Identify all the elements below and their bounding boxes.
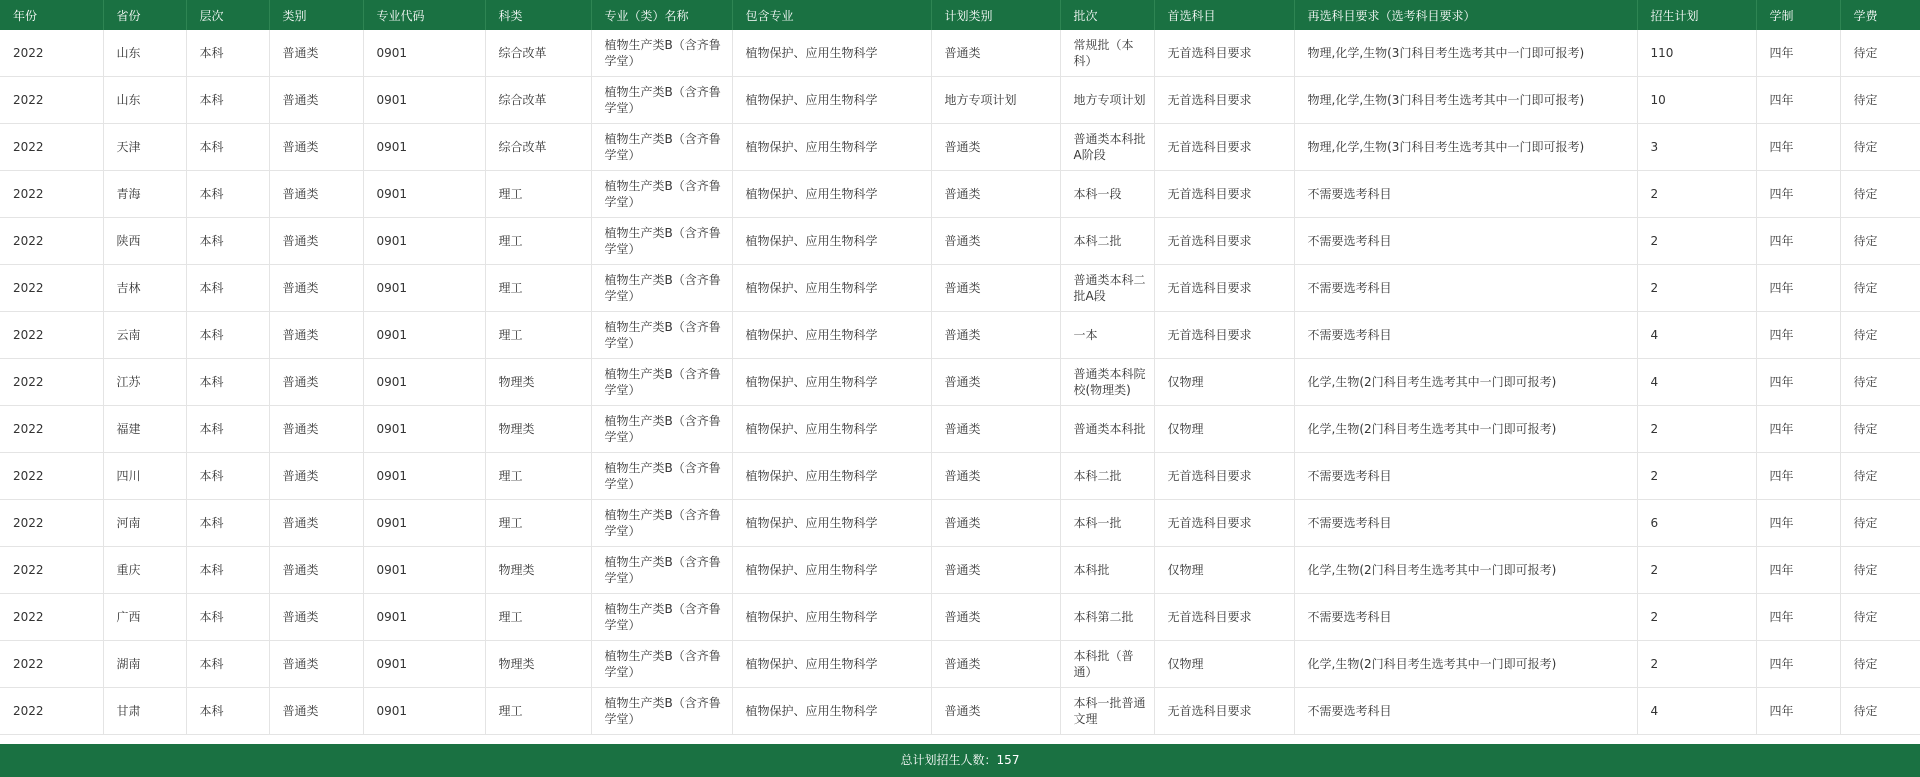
cell-plan-type: 普通类	[931, 688, 1060, 735]
cell-plan-type: 普通类	[931, 547, 1060, 594]
cell-category: 普通类	[269, 453, 363, 500]
table-row	[0, 218, 1920, 265]
cell-major-code: 0901	[363, 218, 485, 265]
cell-year: 2022	[0, 218, 103, 265]
cell-category: 普通类	[269, 124, 363, 171]
cell-enrollment-plan: 4	[1637, 359, 1756, 406]
cell-enrollment-plan: 4	[1637, 688, 1756, 735]
cell-level: 本科	[186, 594, 269, 641]
column-header-enrollment-plan: 招生计划	[1637, 0, 1756, 30]
cell-category: 普通类	[269, 218, 363, 265]
cell-subject-type: 综合改革	[485, 124, 591, 171]
table-row	[0, 124, 1920, 171]
cell-duration: 四年	[1756, 124, 1840, 171]
column-header-tuition: 学费	[1840, 0, 1920, 30]
cell-major-name: 植物生产类B（含齐鲁学堂）	[591, 312, 732, 359]
column-header-plan-type: 计划类别	[931, 0, 1060, 30]
cell-tuition: 待定	[1840, 77, 1920, 124]
cell-second-subject-req: 不需要选考科目	[1294, 171, 1637, 218]
cell-enrollment-plan: 10	[1637, 77, 1756, 124]
cell-year: 2022	[0, 594, 103, 641]
cell-subject-type: 理工	[485, 312, 591, 359]
cell-subject-type: 理工	[485, 594, 591, 641]
cell-major-name: 植物生产类B（含齐鲁学堂）	[591, 171, 732, 218]
cell-tuition: 待定	[1840, 30, 1920, 77]
cell-category: 普通类	[269, 688, 363, 735]
cell-plan-type: 普通类	[931, 124, 1060, 171]
cell-included-majors: 植物保护、应用生物科学	[732, 171, 931, 218]
cell-subject-type: 物理类	[485, 406, 591, 453]
cell-tuition: 待定	[1840, 500, 1920, 547]
cell-category: 普通类	[269, 265, 363, 312]
cell-duration: 四年	[1756, 77, 1840, 124]
table-row	[0, 30, 1920, 77]
cell-major-name: 植物生产类B（含齐鲁学堂）	[591, 30, 732, 77]
cell-province: 吉林	[103, 265, 186, 312]
cell-major-code: 0901	[363, 30, 485, 77]
cell-category: 普通类	[269, 547, 363, 594]
cell-major-name: 植物生产类B（含齐鲁学堂）	[591, 453, 732, 500]
cell-included-majors: 植物保护、应用生物科学	[732, 688, 931, 735]
cell-first-subject: 无首选科目要求	[1154, 218, 1294, 265]
cell-second-subject-req: 不需要选考科目	[1294, 594, 1637, 641]
cell-first-subject: 无首选科目要求	[1154, 453, 1294, 500]
cell-second-subject-req: 物理,化学,生物(3门科目考生选考其中一门即可报考)	[1294, 77, 1637, 124]
cell-level: 本科	[186, 218, 269, 265]
cell-subject-type: 理工	[485, 500, 591, 547]
cell-tuition: 待定	[1840, 218, 1920, 265]
cell-tuition: 待定	[1840, 641, 1920, 688]
cell-province: 山东	[103, 77, 186, 124]
column-header-major-code: 专业代码	[363, 0, 485, 30]
cell-enrollment-plan: 6	[1637, 500, 1756, 547]
cell-plan-type: 普通类	[931, 30, 1060, 77]
cell-tuition: 待定	[1840, 359, 1920, 406]
cell-duration: 四年	[1756, 547, 1840, 594]
cell-major-code: 0901	[363, 265, 485, 312]
column-header-second-subject-req: 再选科目要求（选考科目要求）	[1294, 0, 1637, 30]
cell-plan-type: 普通类	[931, 171, 1060, 218]
cell-subject-type: 综合改革	[485, 77, 591, 124]
cell-included-majors: 植物保护、应用生物科学	[732, 406, 931, 453]
cell-major-code: 0901	[363, 312, 485, 359]
cell-province: 陕西	[103, 218, 186, 265]
cell-enrollment-plan: 110	[1637, 30, 1756, 77]
cell-subject-type: 物理类	[485, 359, 591, 406]
cell-year: 2022	[0, 30, 103, 77]
cell-batch: 普通类本科二批A段	[1060, 265, 1154, 312]
cell-level: 本科	[186, 124, 269, 171]
cell-province: 广西	[103, 594, 186, 641]
column-header-major-name: 专业（类）名称	[591, 0, 732, 30]
cell-tuition: 待定	[1840, 312, 1920, 359]
cell-category: 普通类	[269, 500, 363, 547]
table-row	[0, 594, 1920, 641]
cell-year: 2022	[0, 453, 103, 500]
cell-tuition: 待定	[1840, 171, 1920, 218]
cell-level: 本科	[186, 312, 269, 359]
cell-duration: 四年	[1756, 594, 1840, 641]
cell-batch: 本科二批	[1060, 453, 1154, 500]
cell-major-name: 植物生产类B（含齐鲁学堂）	[591, 124, 732, 171]
cell-province: 天津	[103, 124, 186, 171]
cell-year: 2022	[0, 171, 103, 218]
cell-major-name: 植物生产类B（含齐鲁学堂）	[591, 547, 732, 594]
cell-first-subject: 无首选科目要求	[1154, 265, 1294, 312]
cell-plan-type: 普通类	[931, 312, 1060, 359]
cell-province: 四川	[103, 453, 186, 500]
cell-province: 甘肃	[103, 688, 186, 735]
total-plan-footer	[0, 744, 1920, 777]
cell-included-majors: 植物保护、应用生物科学	[732, 359, 931, 406]
cell-tuition: 待定	[1840, 265, 1920, 312]
cell-major-code: 0901	[363, 500, 485, 547]
cell-enrollment-plan: 2	[1637, 171, 1756, 218]
table-body	[0, 30, 1920, 735]
column-header-subject-type: 科类	[485, 0, 591, 30]
cell-included-majors: 植物保护、应用生物科学	[732, 641, 931, 688]
cell-year: 2022	[0, 77, 103, 124]
cell-tuition: 待定	[1840, 547, 1920, 594]
table-row	[0, 359, 1920, 406]
column-header-year: 年份	[0, 0, 103, 30]
cell-category: 普通类	[269, 406, 363, 453]
cell-province: 重庆	[103, 547, 186, 594]
cell-batch: 本科一批普通文理	[1060, 688, 1154, 735]
cell-duration: 四年	[1756, 265, 1840, 312]
cell-major-name: 植物生产类B（含齐鲁学堂）	[591, 218, 732, 265]
table-row	[0, 171, 1920, 218]
cell-year: 2022	[0, 547, 103, 594]
cell-batch: 本科二批	[1060, 218, 1154, 265]
cell-major-name: 植物生产类B（含齐鲁学堂）	[591, 688, 732, 735]
cell-batch: 地方专项计划	[1060, 77, 1154, 124]
cell-enrollment-plan: 2	[1637, 453, 1756, 500]
cell-major-name: 植物生产类B（含齐鲁学堂）	[591, 406, 732, 453]
column-header-province: 省份	[103, 0, 186, 30]
table-row	[0, 406, 1920, 453]
cell-level: 本科	[186, 265, 269, 312]
cell-enrollment-plan: 2	[1637, 218, 1756, 265]
cell-major-code: 0901	[363, 641, 485, 688]
cell-duration: 四年	[1756, 312, 1840, 359]
cell-category: 普通类	[269, 359, 363, 406]
cell-batch: 本科批（普通）	[1060, 641, 1154, 688]
cell-year: 2022	[0, 265, 103, 312]
cell-tuition: 待定	[1840, 594, 1920, 641]
cell-duration: 四年	[1756, 453, 1840, 500]
cell-included-majors: 植物保护、应用生物科学	[732, 77, 931, 124]
cell-subject-type: 物理类	[485, 547, 591, 594]
cell-tuition: 待定	[1840, 688, 1920, 735]
cell-subject-type: 综合改革	[485, 30, 591, 77]
cell-province: 江苏	[103, 359, 186, 406]
cell-second-subject-req: 不需要选考科目	[1294, 312, 1637, 359]
cell-subject-type: 理工	[485, 218, 591, 265]
cell-year: 2022	[0, 406, 103, 453]
column-header-first-subject: 首选科目	[1154, 0, 1294, 30]
table-row	[0, 265, 1920, 312]
cell-first-subject: 无首选科目要求	[1154, 312, 1294, 359]
cell-second-subject-req: 不需要选考科目	[1294, 688, 1637, 735]
cell-duration: 四年	[1756, 171, 1840, 218]
cell-province: 湖南	[103, 641, 186, 688]
cell-first-subject: 无首选科目要求	[1154, 124, 1294, 171]
cell-enrollment-plan: 2	[1637, 641, 1756, 688]
cell-plan-type: 普通类	[931, 359, 1060, 406]
cell-first-subject: 仅物理	[1154, 406, 1294, 453]
cell-second-subject-req: 化学,生物(2门科目考生选考其中一门即可报考)	[1294, 406, 1637, 453]
cell-second-subject-req: 不需要选考科目	[1294, 453, 1637, 500]
table-row	[0, 500, 1920, 547]
cell-first-subject: 仅物理	[1154, 359, 1294, 406]
cell-plan-type: 普通类	[931, 218, 1060, 265]
cell-tuition: 待定	[1840, 406, 1920, 453]
cell-category: 普通类	[269, 594, 363, 641]
cell-province: 河南	[103, 500, 186, 547]
cell-province: 山东	[103, 30, 186, 77]
table-row	[0, 77, 1920, 124]
cell-batch: 普通类本科院校(物理类)	[1060, 359, 1154, 406]
cell-level: 本科	[186, 453, 269, 500]
cell-level: 本科	[186, 171, 269, 218]
cell-batch: 普通类本科批A阶段	[1060, 124, 1154, 171]
cell-second-subject-req: 化学,生物(2门科目考生选考其中一门即可报考)	[1294, 547, 1637, 594]
cell-major-name: 植物生产类B（含齐鲁学堂）	[591, 359, 732, 406]
cell-first-subject: 仅物理	[1154, 547, 1294, 594]
cell-subject-type: 理工	[485, 171, 591, 218]
cell-category: 普通类	[269, 77, 363, 124]
cell-duration: 四年	[1756, 359, 1840, 406]
cell-year: 2022	[0, 641, 103, 688]
cell-duration: 四年	[1756, 500, 1840, 547]
cell-first-subject: 无首选科目要求	[1154, 30, 1294, 77]
cell-first-subject: 无首选科目要求	[1154, 500, 1294, 547]
cell-major-name: 植物生产类B（含齐鲁学堂）	[591, 594, 732, 641]
cell-first-subject: 无首选科目要求	[1154, 77, 1294, 124]
cell-year: 2022	[0, 359, 103, 406]
column-header-duration: 学制	[1756, 0, 1840, 30]
column-header-category: 类别	[269, 0, 363, 30]
cell-second-subject-req: 不需要选考科目	[1294, 500, 1637, 547]
cell-province: 福建	[103, 406, 186, 453]
cell-plan-type: 地方专项计划	[931, 77, 1060, 124]
cell-province: 云南	[103, 312, 186, 359]
cell-level: 本科	[186, 547, 269, 594]
cell-batch: 本科一批	[1060, 500, 1154, 547]
cell-duration: 四年	[1756, 641, 1840, 688]
cell-second-subject-req: 化学,生物(2门科目考生选考其中一门即可报考)	[1294, 359, 1637, 406]
cell-tuition: 待定	[1840, 453, 1920, 500]
cell-major-code: 0901	[363, 77, 485, 124]
table-row	[0, 453, 1920, 500]
cell-level: 本科	[186, 30, 269, 77]
cell-batch: 本科批	[1060, 547, 1154, 594]
total-plan-label: 总计划招生人数：157	[900, 753, 1020, 767]
cell-included-majors: 植物保护、应用生物科学	[732, 312, 931, 359]
cell-second-subject-req: 化学,生物(2门科目考生选考其中一门即可报考)	[1294, 641, 1637, 688]
cell-duration: 四年	[1756, 688, 1840, 735]
table-header-row	[0, 0, 1920, 30]
cell-enrollment-plan: 2	[1637, 547, 1756, 594]
cell-batch: 普通类本科批	[1060, 406, 1154, 453]
cell-duration: 四年	[1756, 406, 1840, 453]
cell-subject-type: 理工	[485, 688, 591, 735]
cell-tuition: 待定	[1840, 124, 1920, 171]
cell-major-code: 0901	[363, 453, 485, 500]
cell-second-subject-req: 物理,化学,生物(3门科目考生选考其中一门即可报考)	[1294, 124, 1637, 171]
cell-category: 普通类	[269, 312, 363, 359]
cell-plan-type: 普通类	[931, 453, 1060, 500]
cell-enrollment-plan: 3	[1637, 124, 1756, 171]
cell-subject-type: 物理类	[485, 641, 591, 688]
cell-plan-type: 普通类	[931, 641, 1060, 688]
cell-batch: 本科第二批	[1060, 594, 1154, 641]
cell-level: 本科	[186, 359, 269, 406]
table-row	[0, 312, 1920, 359]
cell-plan-type: 普通类	[931, 594, 1060, 641]
cell-year: 2022	[0, 500, 103, 547]
cell-included-majors: 植物保护、应用生物科学	[732, 124, 931, 171]
cell-second-subject-req: 不需要选考科目	[1294, 265, 1637, 312]
cell-included-majors: 植物保护、应用生物科学	[732, 453, 931, 500]
cell-major-code: 0901	[363, 688, 485, 735]
cell-plan-type: 普通类	[931, 265, 1060, 312]
cell-subject-type: 理工	[485, 453, 591, 500]
cell-batch: 一本	[1060, 312, 1154, 359]
cell-major-name: 植物生产类B（含齐鲁学堂）	[591, 77, 732, 124]
cell-category: 普通类	[269, 171, 363, 218]
cell-level: 本科	[186, 641, 269, 688]
cell-enrollment-plan: 2	[1637, 265, 1756, 312]
cell-batch: 本科一段	[1060, 171, 1154, 218]
cell-enrollment-plan: 2	[1637, 594, 1756, 641]
cell-included-majors: 植物保护、应用生物科学	[732, 265, 931, 312]
column-header-batch: 批次	[1060, 0, 1154, 30]
cell-batch: 常规批（本科）	[1060, 30, 1154, 77]
cell-included-majors: 植物保护、应用生物科学	[732, 218, 931, 265]
cell-level: 本科	[186, 77, 269, 124]
cell-level: 本科	[186, 688, 269, 735]
cell-included-majors: 植物保护、应用生物科学	[732, 500, 931, 547]
cell-second-subject-req: 不需要选考科目	[1294, 218, 1637, 265]
cell-plan-type: 普通类	[931, 406, 1060, 453]
cell-category: 普通类	[269, 641, 363, 688]
cell-included-majors: 植物保护、应用生物科学	[732, 30, 931, 77]
cell-plan-type: 普通类	[931, 500, 1060, 547]
table-row	[0, 547, 1920, 594]
cell-province: 青海	[103, 171, 186, 218]
cell-major-name: 植物生产类B（含齐鲁学堂）	[591, 641, 732, 688]
cell-category: 普通类	[269, 30, 363, 77]
cell-major-name: 植物生产类B（含齐鲁学堂）	[591, 500, 732, 547]
cell-first-subject: 无首选科目要求	[1154, 688, 1294, 735]
cell-included-majors: 植物保护、应用生物科学	[732, 594, 931, 641]
cell-level: 本科	[186, 406, 269, 453]
column-header-included-majors: 包含专业	[732, 0, 931, 30]
cell-first-subject: 仅物理	[1154, 641, 1294, 688]
cell-major-code: 0901	[363, 594, 485, 641]
table-row	[0, 641, 1920, 688]
cell-second-subject-req: 物理,化学,生物(3门科目考生选考其中一门即可报考)	[1294, 30, 1637, 77]
cell-first-subject: 无首选科目要求	[1154, 594, 1294, 641]
cell-duration: 四年	[1756, 30, 1840, 77]
cell-enrollment-plan: 2	[1637, 406, 1756, 453]
cell-duration: 四年	[1756, 218, 1840, 265]
column-header-level: 层次	[186, 0, 269, 30]
table-row	[0, 688, 1920, 735]
cell-major-code: 0901	[363, 124, 485, 171]
cell-level: 本科	[186, 500, 269, 547]
cell-subject-type: 理工	[485, 265, 591, 312]
cell-first-subject: 无首选科目要求	[1154, 171, 1294, 218]
cell-year: 2022	[0, 688, 103, 735]
cell-year: 2022	[0, 124, 103, 171]
cell-major-code: 0901	[363, 359, 485, 406]
cell-year: 2022	[0, 312, 103, 359]
cell-included-majors: 植物保护、应用生物科学	[732, 547, 931, 594]
cell-major-code: 0901	[363, 171, 485, 218]
cell-major-name: 植物生产类B（含齐鲁学堂）	[591, 265, 732, 312]
cell-enrollment-plan: 4	[1637, 312, 1756, 359]
cell-major-code: 0901	[363, 547, 485, 594]
cell-major-code: 0901	[363, 406, 485, 453]
